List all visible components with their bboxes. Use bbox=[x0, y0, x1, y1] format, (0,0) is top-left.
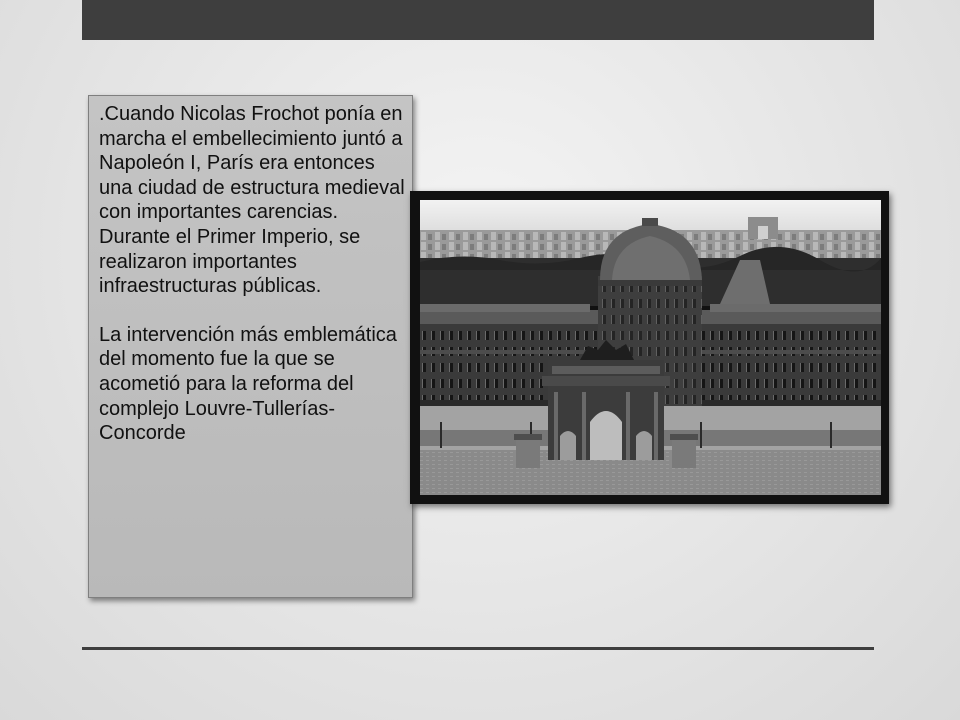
paragraph-intro: .Cuando Nicolas Frochot ponía en marcha el embellecimiento juntó a Napoleón I, París era entonces una ciudad de estructura medieval con importantes carencias. Durante el Primer Imperio, se realizaron importantes infraestructuras públicas. bbox=[99, 103, 405, 298]
bottom-rule bbox=[82, 647, 874, 650]
distant-arch bbox=[748, 217, 778, 239]
tuileries-photo bbox=[420, 200, 881, 495]
top-title-bar bbox=[82, 0, 874, 40]
paragraph-louvre: La intervención más emblemática del momento fue la que se acometió para la reforma del complejo Louvre-Tullerías-Concorde bbox=[99, 323, 397, 445]
text-box bbox=[88, 95, 413, 598]
photo-frame bbox=[410, 191, 889, 504]
